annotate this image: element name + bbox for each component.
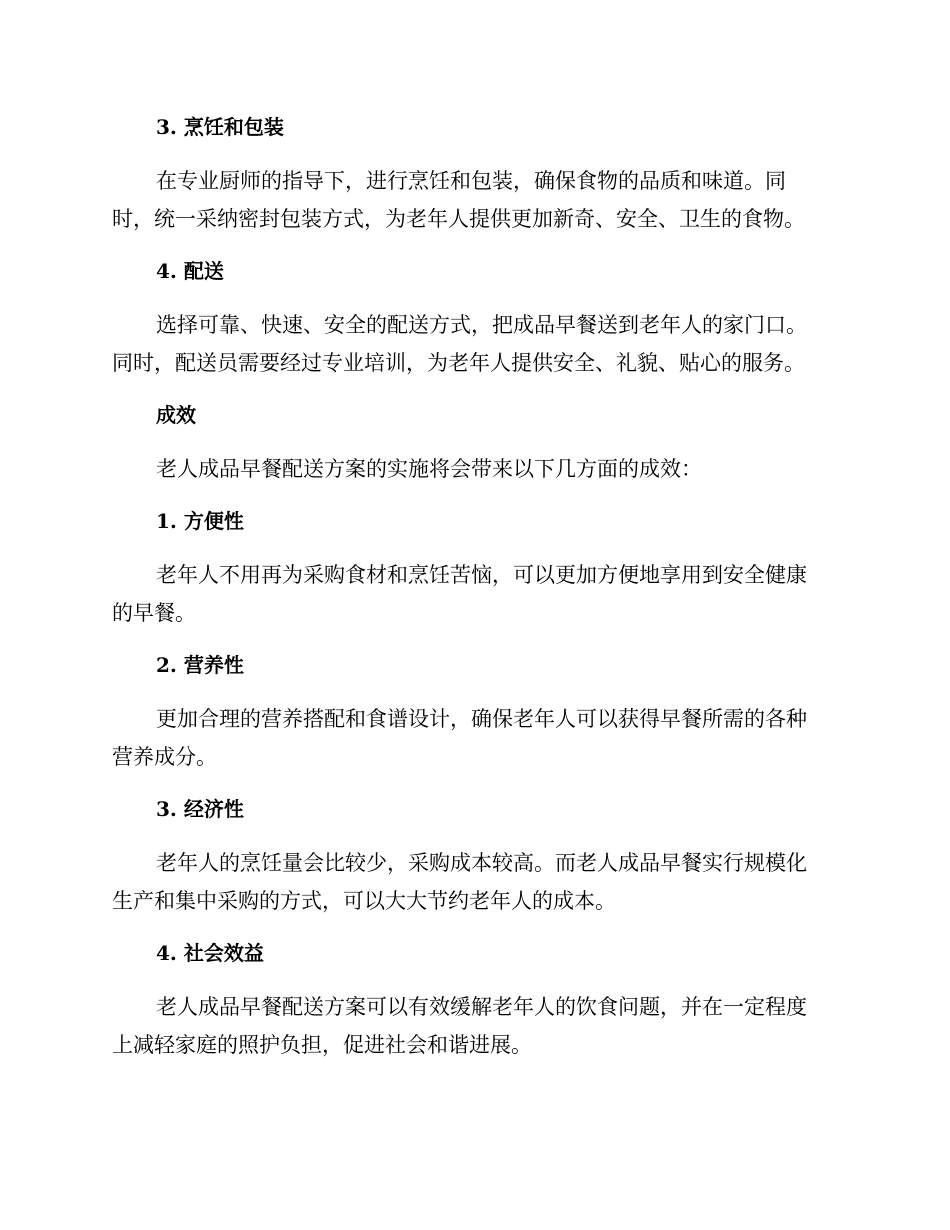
section-heading-results: 成效: [156, 403, 196, 427]
paragraph-line: 生产和集中采购的方式，可以大大节约老年人的成本。: [112, 889, 616, 913]
section-heading-cooking-packaging: 3. 烹饪和包装: [156, 115, 284, 139]
document-body: [112, 108, 834, 1078]
section-heading-social-benefit: 4. 社会效益: [156, 941, 264, 965]
section-heading-nutrition: 2. 营养性: [156, 653, 244, 677]
section-heading-convenience: 1. 方便性: [156, 509, 244, 533]
paragraph-delivery: [112, 306, 834, 382]
paragraph-line: 在专业厨师的指导下，进行烹饪和包装，确保食物的品质和味道。同: [156, 169, 786, 193]
paragraph-economy: [112, 844, 834, 920]
paragraph-line: 更加合理的营养搭配和食谱设计，确保老年人可以获得早餐所需的各种: [156, 707, 807, 731]
section-heading-economy: 3. 经济性: [156, 797, 244, 821]
paragraph-line: 选择可靠、快速、安全的配送方式，把成品早餐送到老年人的家门口。: [156, 313, 807, 337]
paragraph-cooking-packaging: [112, 162, 834, 238]
paragraph-line: 老人成品早餐配送方案的实施将会带来以下几方面的成效：: [156, 457, 702, 481]
section-heading-delivery: 4. 配送: [156, 259, 224, 283]
paragraph-social-benefit: [112, 988, 834, 1064]
paragraph-line: 营养成分。: [112, 745, 217, 769]
paragraph-line: 时，统一采纳密封包装方式，为老年人提供更加新奇、安全、卫生的食物。: [112, 207, 805, 231]
paragraph-line: 的早餐。: [112, 601, 196, 625]
paragraph-line: 上减轻家庭的照护负担，促进社会和谐进展。: [112, 1033, 532, 1057]
paragraph-line: 老年人不用再为采购食材和烹饪苦恼，可以更加方便地享用到安全健康: [156, 563, 807, 587]
paragraph-nutrition: [112, 700, 834, 776]
paragraph-line: 老人成品早餐配送方案可以有效缓解老年人的饮食问题，并在一定程度: [156, 995, 807, 1019]
paragraph-line: 老年人的烹饪量会比较少，采购成本较高。而老人成品早餐实行规模化: [156, 851, 807, 875]
paragraph-line: 同时，配送员需要经过专业培训，为老年人提供安全、礼貌、贴心的服务。: [112, 351, 805, 375]
paragraph-results-intro: [112, 450, 834, 488]
paragraph-convenience: [112, 556, 834, 632]
